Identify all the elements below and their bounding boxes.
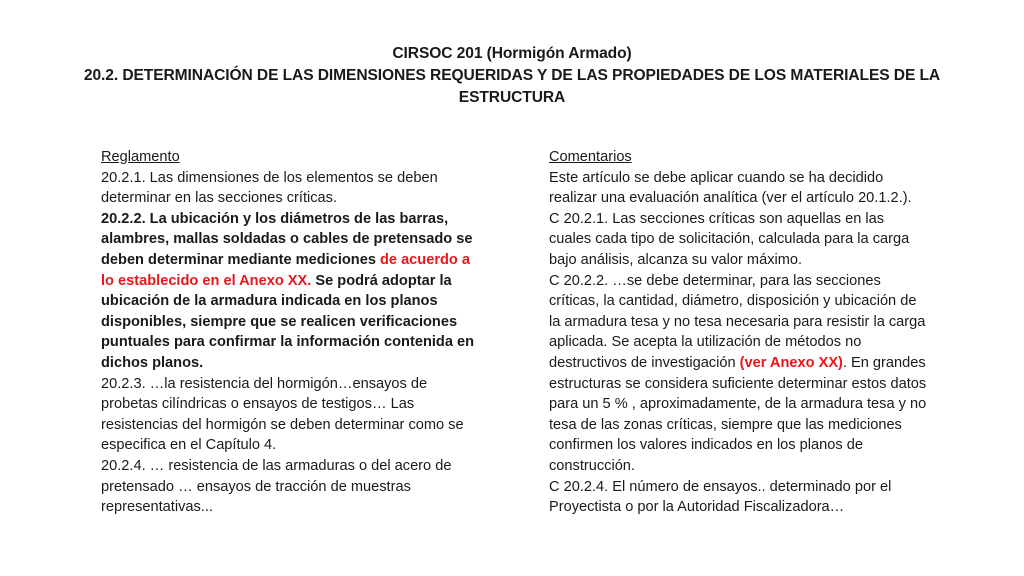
comentarios-paragraph-c-20-2-2 [549,271,929,477]
reglamento-paragraph-20-2-3: 20.2.3. …la resistencia del hormigón…ensayos de probetas cilíndricas o ensayos de testigos… Las resistencias del hormigón se deben determinar como se especifica en el Capítulo 4. [101,375,464,454]
reglamento-p2-text-start: 20.2.2. La ubicación y los diámetros de las barras, alambres, mallas soldadas o cables de pretensado se deben determinar mediante mediciones [101,210,473,268]
anexo-xx-comment-reference: (ver Anexo XX) [739,354,843,371]
comentarios-paragraph-c-20-2-4: C 20.2.4. El número de ensayos.. determinado por el Proyectista o por la Autoridad Fiscalizadora… [549,478,892,516]
comentarios-p3-text-end: . En grandes estructuras se considera suficiente determinar estos datos para un 5 % , aproximadamente, de la armadura tesa y no tesa de las zonas críticas, siempre que las mediciones confirmen los valores indicados en los planos de construcción. [549,354,927,474]
comentarios-paragraph-c-20-2-1: C 20.2.1. Las secciones críticas son aquellas en las cuales cada tipo de solicitación, calculada para la carga bajo análisis, alcanza su valor máximo. [549,210,910,268]
reglamento-paragraph-20-2-4: 20.2.4. … resistencia de las armaduras o del acero de pretensado … ensayos de tracción de muestras representativas... [101,457,452,516]
reglamento-paragraph-20-2-2 [101,209,479,374]
comentarios-p3-text-start: C 20.2.2. …se debe determinar, para las secciones críticas, la cantidad, diámetro, disposición y ubicación de la armadura tesa y no tesa necesaria para resistir la carga aplicada. Se acepta la utilización de métodos no destructivos de investigación [549,272,926,371]
reglamento-column [101,147,479,518]
reglamento-p2-text-end: Se podrá adoptar la ubicación de la armadura indicada en los planos disponibles, siempre que se realicen verificaciones puntuales para confirmar la información contenida en dichos planos. [101,272,475,371]
reglamento-heading: Reglamento [101,149,180,165]
anexo-xx-reference: de acuerdo a lo establecido en el Anexo XX. [101,251,471,289]
title-line-1: CIRSOC 201 (Hormigón Armado) [392,45,632,62]
comentarios-heading: Comentarios [549,149,632,165]
comentarios-paragraph-intro: Este artículo se debe aplicar cuando se ha decidido realizar una evaluación analítica (ver el artículo 20.1.2.). [549,169,912,207]
reglamento-paragraph-20-2-1: 20.2.1. Las dimensiones de los elementos se deben determinar en las secciones críticas. [101,169,438,207]
title-line-2: 20.2. DETERMINACIÓN DE LAS DIMENSIONES REQUERIDAS Y DE LAS PROPIEDADES DE LOS MATERIALES DE LA ESTRUCTURA [83,67,941,106]
comentarios-column [549,147,929,518]
slide-title [60,43,964,109]
